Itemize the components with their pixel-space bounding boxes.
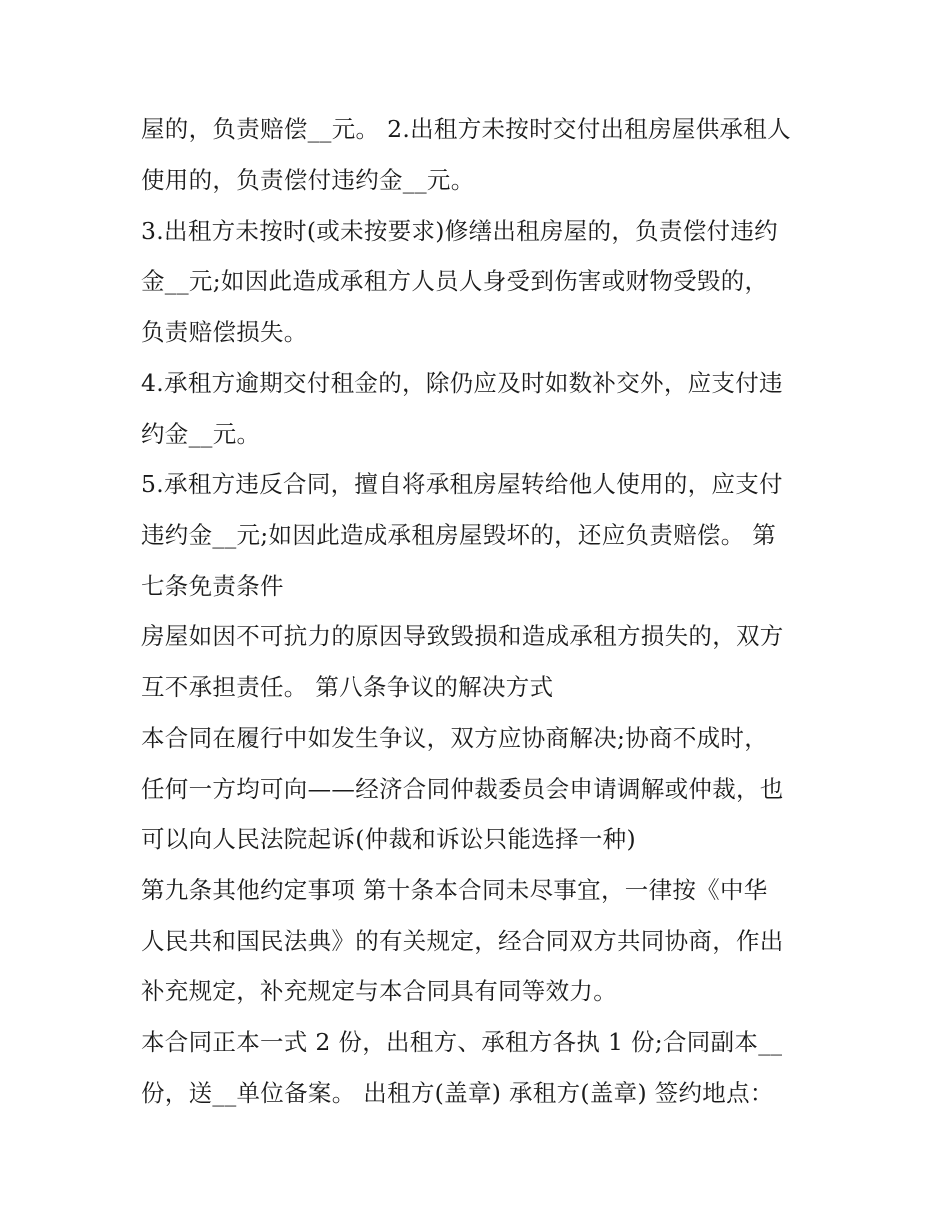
text-line: 互不承担责任。 第八条争议的解决方式 [141, 673, 554, 701]
text-line: 本合同正本一式 2 份，出租方、承租方各执 1 份;合同副本__ [141, 1028, 783, 1056]
text-line: 负责赔偿损失。 [141, 318, 308, 346]
text-line: 房屋如因不可抗力的原因导致毁损和造成承租方损失的，双方 [141, 622, 784, 650]
text-line: 本合同在履行中如发生争议，双方应协商解决;协商不成时， [141, 724, 769, 752]
text-line: 屋的，负责赔偿__元。 2.出租方未按时交付出租房屋供承租人 [141, 115, 791, 143]
text-line: 4.承租方逾期交付租金的，除仍应及时如数补交外，应支付违 [141, 369, 783, 397]
text-line: 约金__元。 [141, 420, 261, 448]
text-line: 违约金__元;如因此造成承租房屋毁坏的，还应负责赔偿。 第 [141, 521, 777, 549]
text-line: 补充规定，补充规定与本合同具有同等效力。 [141, 977, 617, 1005]
text-line: 金__元;如因此造成承租方人员人身受到伤害或财物受毁的， [141, 267, 769, 295]
text-line: 5.承租方违反合同，擅自将承租房屋转给他人使用的，应支付 [141, 470, 783, 498]
text-line: 第九条其他约定事项 第十条本合同未尽事宜，一律按《中华 [141, 876, 768, 904]
text-line: 人民共和国民法典》的有关规定，经合同双方共同协商，作出 [141, 927, 784, 955]
text-line: 3.出租方未按时(或未按要求)修缮出租房屋的，负责偿付违约 [141, 217, 778, 245]
text-line: 可以向人民法院起诉(仲裁和诉讼只能选择一种) [141, 825, 636, 853]
text-line: 任何一方均可向——经济合同仲裁委员会申请调解或仲裁，也 [141, 775, 784, 803]
text-line: 使用的，负责偿付违约金__元。 [141, 166, 475, 194]
text-line: 份，送__单位备案。 出租方(盖章) 承租方(盖章) 签约地点： [141, 1079, 774, 1107]
text-line: 七条免责条件 [141, 572, 284, 600]
